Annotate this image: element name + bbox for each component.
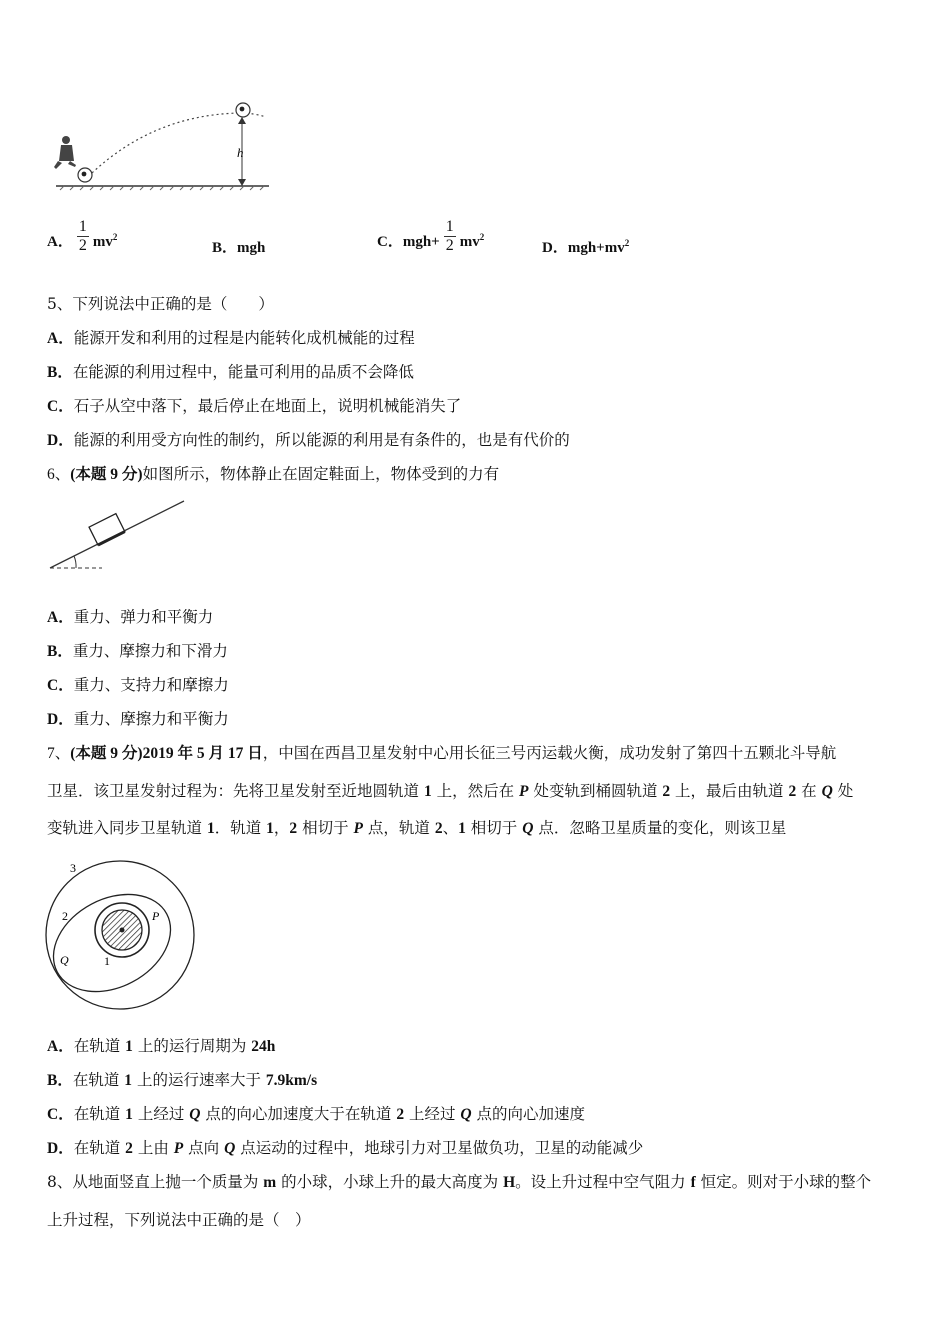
q5-option-d[interactable]: D．能源的利用受方向性的制约，所以能源的利用是有条件的，也是有代价的 <box>47 431 570 449</box>
q5-option-c[interactable]: C．石子从空中落下，最后停止在地面上，说明机械能消失了 <box>47 397 462 415</box>
q4-option-a[interactable]: A． $\frac{1}{2}$ $mv^2$ <box>47 218 118 254</box>
q8-stem-line-2: 上升过程，下列说法中正确的是（ ） <box>47 1211 311 1229</box>
q7-option-d[interactable]: D．在轨道 2 上由 P 点向 Q 点运动的过程中，地球引力对卫星做负功，卫星的动能减少 <box>47 1139 644 1157</box>
point-q-label: Q <box>60 953 69 967</box>
q4-option-c[interactable]: C．mgh+ $\frac{1}{2}$ $mv^2$ <box>377 218 485 254</box>
q4-option-b[interactable]: B．mgh <box>212 240 266 256</box>
q7-option-c[interactable]: C．在轨道 1 上经过 Q 点的向心加速度大于在轨道 2 上经过 Q 点的向心加速度 <box>47 1105 586 1123</box>
q8-stem-line-1: 8、从地面竖直上抛一个质量为 m 的小球，小球上升的最大高度为 H。设上升过程中空气阻力 f 恒定。则对于小球的整个 <box>47 1173 872 1191</box>
q6-stem: 6、(本题 9 分)如图所示，物体静止在固定鞋面上，物体受到的力有 <box>47 465 500 483</box>
height-label: h <box>237 145 244 160</box>
orbit-1-label: 1 <box>104 954 110 968</box>
orbit-2-label: 2 <box>62 909 68 923</box>
q6-option-c[interactable]: C．重力、支持力和摩擦力 <box>47 676 229 694</box>
q5-option-b[interactable]: B．在能源的利用过程中，能量可利用的品质不会降低 <box>47 363 414 381</box>
q4-option-d[interactable]: D．$mgh+mv^2$ <box>542 238 630 256</box>
q5-stem: 5、下列说法中正确的是（ ） <box>47 295 274 313</box>
q7-stem-line-1: 7、(本题 9 分)2019 年 5 月 17 日，中国在西昌卫星发射中心用长征三号丙运载火衡，成功发射了第四十五颗北斗导航 <box>47 744 837 762</box>
q6-option-b[interactable]: B．重力、摩擦力和下滑力 <box>47 642 228 660</box>
q5-option-a[interactable]: A．能源开发和利用的过程是内能转化成机械能的过程 <box>47 329 415 347</box>
q7-orbit-figure <box>40 858 200 1013</box>
q4-figure <box>44 95 274 195</box>
q7-stem-line-2: 卫星．该卫星发射过程为：先将卫星发射至近地圆轨道 1 上，然后在 P 处变轨到桶圆轨道 2 上，最后由轨道 2 在 Q 处 <box>47 782 854 800</box>
q7-option-a[interactable]: A．在轨道 1 上的运行周期为 24h <box>47 1037 276 1055</box>
orbit-3-label: 3 <box>70 861 76 875</box>
q6-option-d[interactable]: D．重力、摩擦力和平衡力 <box>47 710 229 728</box>
q7-stem-line-3: 变轨进入同步卫星轨道 1．轨道 1，2 相切于 P 点，轨道 2、1 相切于 Q 点．忽略卫星质量的变化，则该卫星 <box>47 819 787 837</box>
q7-option-b[interactable]: B．在轨道 1 上的运行速率大于 7.9km/s <box>47 1071 318 1089</box>
q6-incline-figure <box>46 498 191 573</box>
point-p-label: P <box>152 909 160 923</box>
q6-option-a[interactable]: A．重力、弹力和平衡力 <box>47 608 214 626</box>
